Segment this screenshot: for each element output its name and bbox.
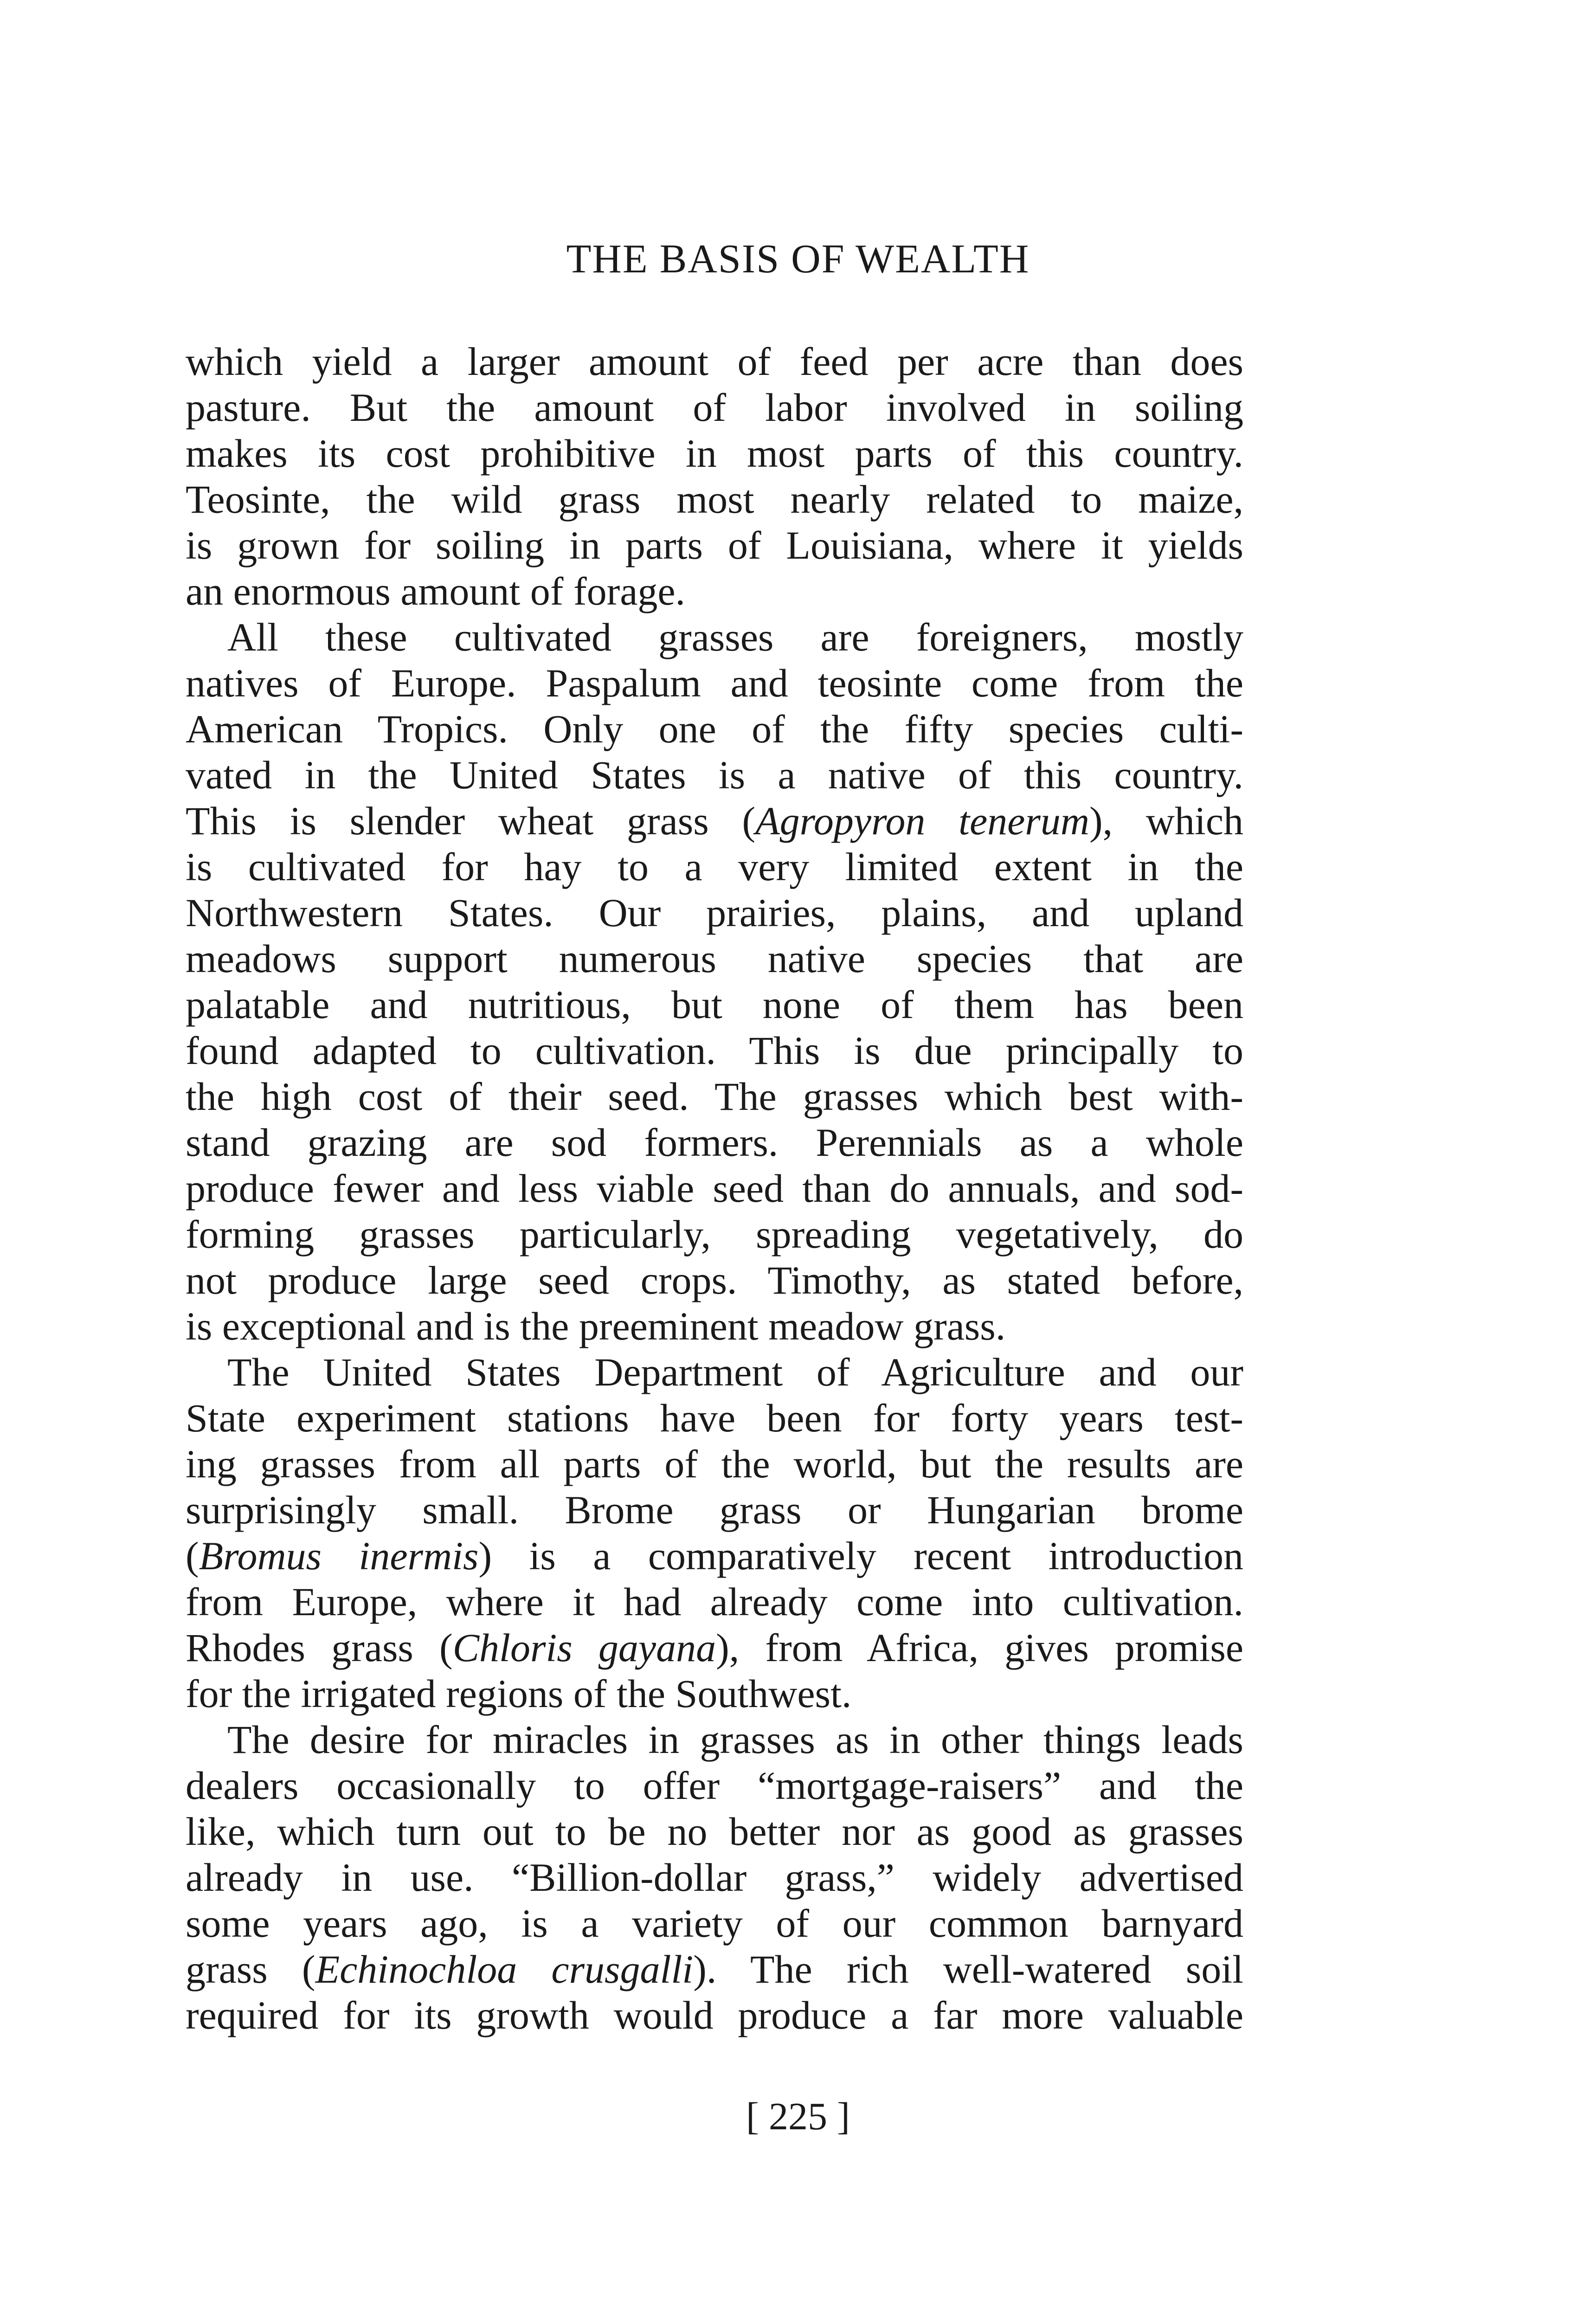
text-line (186, 1533, 1243, 1579)
text-line (186, 1441, 1243, 1487)
text-segment: natives of Europe. Paspalum and teosinte come from the (186, 661, 1243, 705)
text-line (186, 890, 1243, 936)
text-line (186, 477, 1243, 522)
text-line (186, 1901, 1243, 1946)
text-segment: All these cultivated grasses are foreigners, mostly (227, 615, 1243, 659)
text-line (186, 1763, 1243, 1809)
text-line (186, 1992, 1243, 2038)
text-segment: is cultivated for hay to a very limited extent in the (186, 844, 1243, 889)
text-line (186, 936, 1243, 982)
text-segment: the high cost of their seed. The grasses which best with- (186, 1074, 1243, 1119)
text-segment: Teosinte, the wild grass most nearly related to maize, (186, 477, 1243, 522)
text-segment: produce fewer and less viable seed than do annuals, and sod- (186, 1166, 1243, 1211)
text-segment: ing grasses from all parts of the world, but the results are (186, 1442, 1243, 1486)
italic-species-name: Bromus inermis (199, 1534, 479, 1578)
text-line (186, 1671, 1243, 1717)
text-line (186, 1074, 1243, 1120)
running-head: THE BASIS OF WEALTH (566, 237, 1030, 282)
text-line (186, 752, 1243, 798)
text-line (186, 798, 1243, 844)
text-segment: meadows support numerous native species that are (186, 936, 1243, 981)
text-segment: ), which (1089, 799, 1244, 843)
page-number: [ 225 ] (746, 2095, 850, 2138)
text-line (186, 385, 1243, 431)
text-segment: palatable and nutritious, but none of them has been (186, 982, 1243, 1027)
text-segment: ( (186, 1534, 199, 1578)
text-segment: forming grasses particularly, spreading vegetatively, do (186, 1212, 1243, 1257)
text-segment: ) is a comparatively recent introduction (478, 1534, 1243, 1578)
text-line (186, 1212, 1243, 1257)
text-segment: makes its cost prohibitive in most parts of this country. (186, 431, 1243, 476)
text-segment: ), from Africa, gives promise (716, 1625, 1243, 1670)
text-segment: ). The rich well-watered soil (693, 1947, 1243, 1991)
text-segment: American Tropics. Only one of the fifty species culti- (186, 707, 1243, 751)
text-line (186, 1579, 1243, 1625)
text-segment: This is slender wheat grass ( (186, 799, 756, 843)
text-segment: dealers occasionally to offer “mortgage-raisers” and the (186, 1763, 1243, 1808)
text-segment: stand grazing are sod formers. Perennials as a whole (186, 1120, 1243, 1165)
text-line (186, 1809, 1243, 1855)
text-line (186, 1166, 1243, 1212)
text-segment: like, which turn out to be no better nor as good as grasses (186, 1809, 1243, 1854)
text-line (186, 982, 1243, 1028)
text-segment: an enormous amount of forage. (186, 569, 686, 613)
text-segment: The desire for miracles in grasses as in other things leads (227, 1717, 1243, 1762)
text-segment: already in use. “Billion-dollar grass,” widely advertised (186, 1855, 1243, 1900)
italic-species-name: Chloris gayana (452, 1625, 716, 1670)
text-segment: some years ago, is a variety of our common barnyard (186, 1901, 1243, 1946)
text-segment: found adapted to cultivation. This is due principally to (186, 1028, 1243, 1073)
text-line (186, 1717, 1243, 1763)
text-segment: required for its growth would produce a far more valuable (186, 1993, 1243, 2037)
text-line (186, 522, 1243, 568)
text-segment: The United States Department of Agriculture and our (227, 1350, 1243, 1394)
text-segment: is grown for soiling in parts of Louisiana, where it yields (186, 523, 1243, 567)
text-segment: for the irrigated regions of the Southwest. (186, 1671, 852, 1716)
text-line (186, 568, 1243, 614)
text-segment: pasture. But the amount of labor involved in soiling (186, 385, 1243, 430)
italic-species-name: Echinochloa crusgalli (315, 1947, 694, 1991)
text-segment: grass ( (186, 1947, 315, 1991)
text-segment: Northwestern States. Our prairies, plains, and upland (186, 890, 1243, 935)
text-line (186, 660, 1243, 706)
body-text (186, 339, 1243, 2038)
text-line (186, 1395, 1243, 1441)
text-line (186, 1120, 1243, 1166)
text-line (186, 1946, 1243, 1992)
text-line (186, 614, 1243, 660)
text-segment: from Europe, where it had already come into cultivation. (186, 1579, 1243, 1624)
text-line (186, 1257, 1243, 1303)
text-line (186, 1855, 1243, 1901)
text-line (186, 339, 1243, 385)
text-segment: State experiment stations have been for forty years test- (186, 1396, 1243, 1440)
text-segment: not produce large seed crops. Timothy, as stated before, (186, 1258, 1243, 1302)
text-segment: vated in the United States is a native of this country. (186, 753, 1243, 797)
text-line (186, 706, 1243, 752)
text-segment: which yield a larger amount of feed per acre than does (186, 339, 1243, 384)
text-segment: surprisingly small. Brome grass or Hungarian brome (186, 1488, 1243, 1532)
text-segment: is exceptional and is the preeminent meadow grass. (186, 1304, 1006, 1348)
text-line (186, 1487, 1243, 1533)
text-line (186, 1303, 1243, 1349)
text-line (186, 844, 1243, 890)
text-line (186, 1625, 1243, 1671)
text-line (186, 431, 1243, 477)
italic-species-name: Agropyron tenerum (755, 799, 1089, 843)
text-line (186, 1349, 1243, 1395)
text-segment: Rhodes grass ( (186, 1625, 453, 1670)
text-line (186, 1028, 1243, 1074)
